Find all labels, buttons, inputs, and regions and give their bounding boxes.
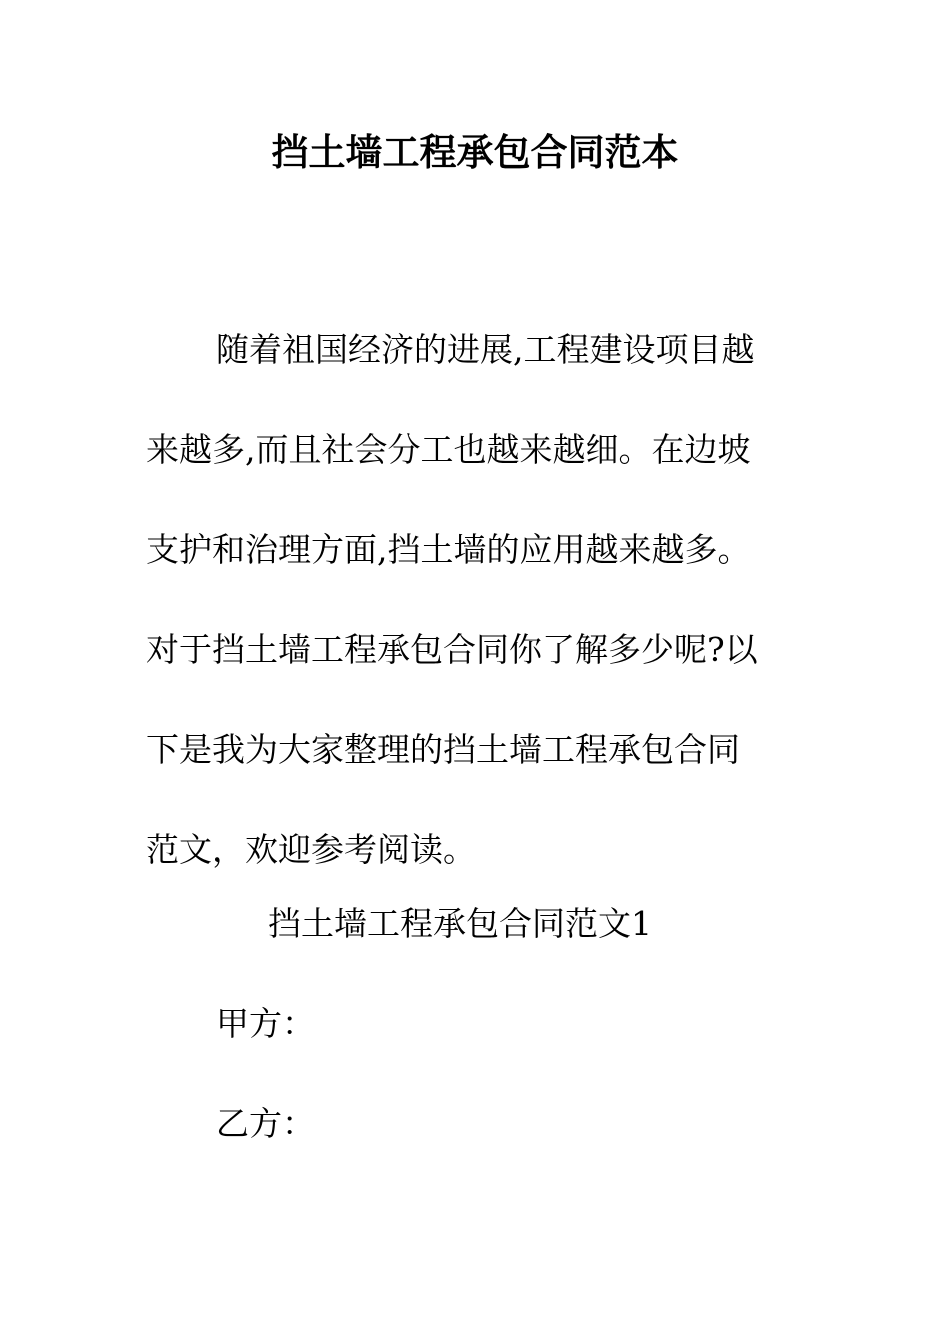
intro-line: 对于挡土墙工程承包合同你了解多少呢?以 (146, 630, 758, 669)
intro-line: 范文，欢迎参考阅读。 (146, 830, 476, 869)
party-a-label: 甲方： (216, 1004, 315, 1043)
party-b-label: 乙方： (216, 1104, 315, 1143)
intro-paragraph (146, 300, 806, 900)
intro-line: 下是我为大家整理的挡土墙工程承包合同 (146, 730, 740, 769)
document-title: 挡土墙工程承包合同范本 (271, 130, 679, 174)
intro-line: 来越多,而且社会分工也越来越细。在边坡 (146, 430, 751, 469)
intro-line: 支护和治理方面,挡土墙的应用越来越多。 (146, 530, 751, 569)
intro-line: 随着祖国经济的进展,工程建设项目越 (216, 330, 755, 369)
section-heading: 挡土墙工程承包合同范文1 (268, 904, 652, 943)
